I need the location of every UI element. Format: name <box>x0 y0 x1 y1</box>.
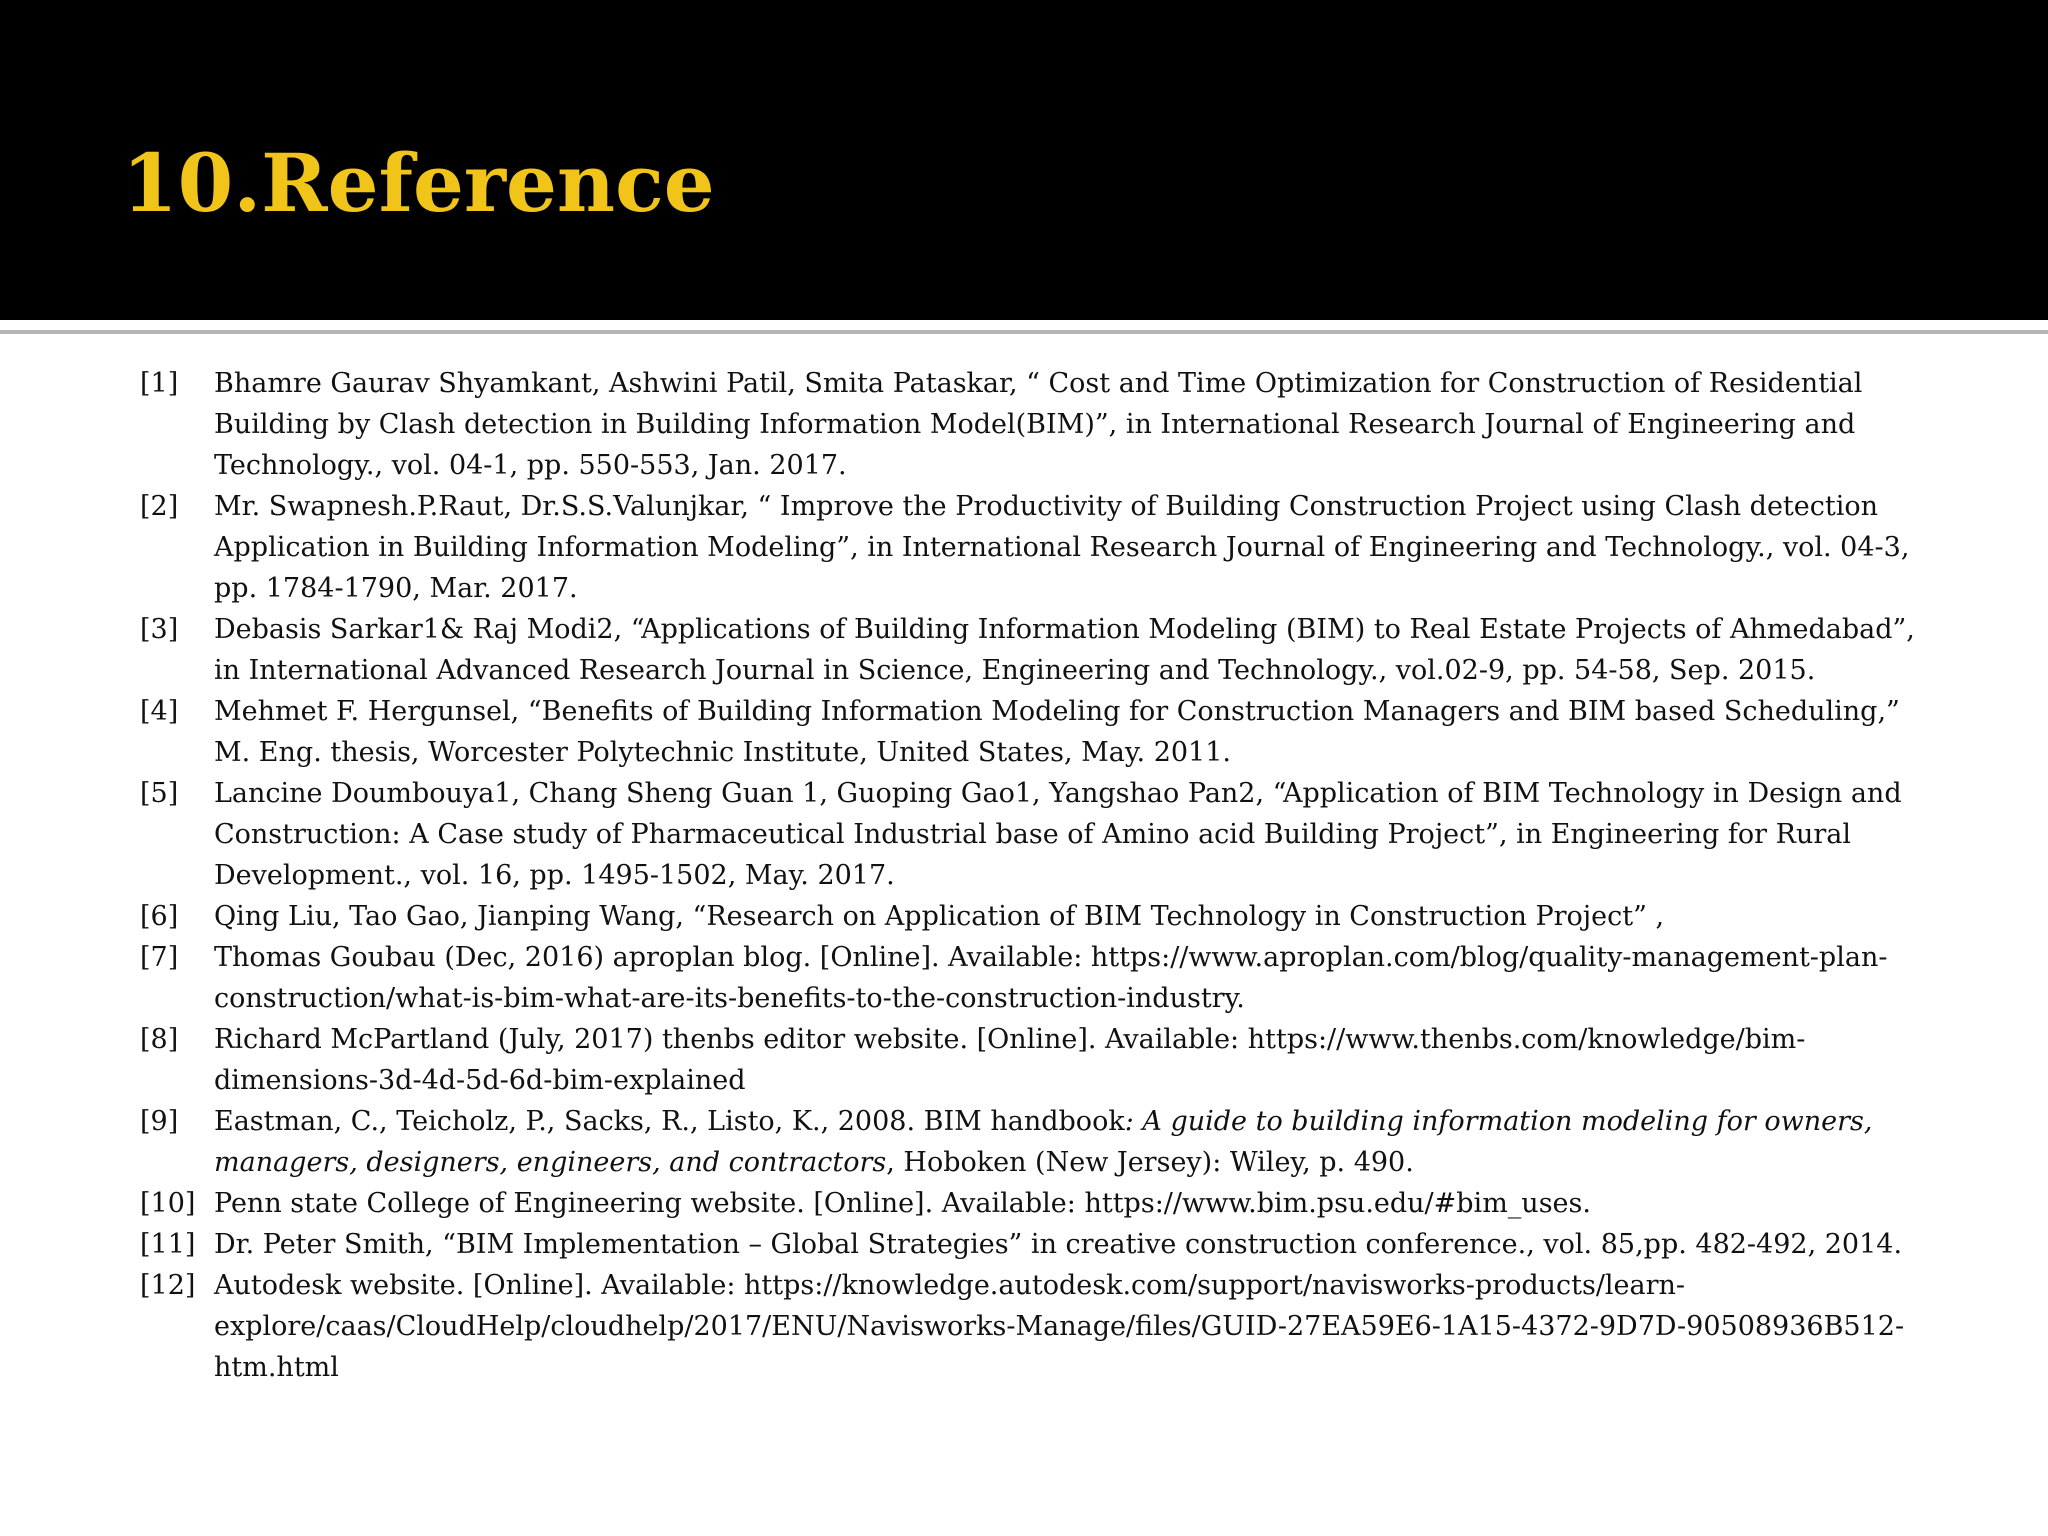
reference-number: [1] <box>140 368 179 399</box>
reference-text: Dr. Peter Smith, “BIM Implementation – Global Strategies” in creative construction conference., vol. 85,pp. 482-492, 2014. <box>214 1229 1903 1260</box>
reference-number: [6] <box>140 901 179 932</box>
reference-text: Autodesk website. [Online]. Available: https://knowledge.autodesk.com/support/navisworks-products/learn-explore/caas/CloudHelp/cloudhelp/2017/ENU/Navisworks-Manage/files/GUID-27EA59E6-1A15-4372-9D7D-90508936B512-htm.html <box>214 1270 1905 1383</box>
reference-item <box>140 486 1920 609</box>
reference-item <box>140 1183 1920 1224</box>
reference-text <box>214 1101 1920 1183</box>
reference-number: [5] <box>140 778 179 809</box>
reference-number: [4] <box>140 696 179 727</box>
reference-text: Penn state College of Engineering website. [Online]. Available: https://www.bim.psu.edu/#bim_uses. <box>214 1188 1591 1219</box>
reference-item <box>140 609 1920 691</box>
reference-text: Mehmet F. Hergunsel, “Benefits of Building Information Modeling for Construction Managers and BIM based Scheduling,” M. Eng. thesis, Worcester Polytechnic Institute, United States, May. 2011. <box>214 696 1900 768</box>
reference-item <box>140 363 1920 486</box>
reference-item <box>140 1224 1920 1265</box>
reference-item <box>140 1101 1920 1183</box>
reference-number: [7] <box>140 942 179 973</box>
reference-number: [12] <box>140 1270 196 1301</box>
reference-list <box>140 363 1920 1388</box>
reference-text: Debasis Sarkar1& Raj Modi2, “Applications of Building Information Modeling (BIM) to Real Estate Projects of Ahmedabad”, in International Advanced Research Journal in Science, Engineering and Technology., vol.02-9, pp. 54-58, Sep. 2015. <box>214 614 1915 686</box>
header-band <box>0 0 2048 320</box>
reference-text: Mr. Swapnesh.P.Raut, Dr.S.S.Valunjkar, “ Improve the Productivity of Building Construction Project using Clash detection Application in Building Information Modeling”, in International Research Journal of Engineering and Technology., vol. 04-3, pp. 1784-1790, Mar. 2017. <box>214 491 1910 604</box>
reference-text: Qing Liu, Tao Gao, Jianping Wang, “Research on Application of BIM Technology in Construction Project” , <box>214 901 1665 932</box>
reference-item <box>140 896 1920 937</box>
reference-number: [11] <box>140 1229 196 1260</box>
reference-number: [9] <box>140 1106 179 1137</box>
reference-item <box>140 691 1920 773</box>
reference-text: Lancine Doumbouya1, Chang Sheng Guan 1, Guoping Gao1, Yangshao Pan2, “Application of BIM Technology in Design and Construction: A Case study of Pharmaceutical Industrial base of Amino acid Building Project”, in Engineering for Rural Development., vol. 16, pp. 1495-1502, May. 2017. <box>214 778 1902 891</box>
reference-item <box>140 937 1920 1019</box>
slide-title: 10.Reference <box>122 136 715 230</box>
reference-text: Richard McPartland (July, 2017) thenbs editor website. [Online]. Available: https://www.thenbs.com/knowledge/bim-dimensions-3d-4d-5d-6d-bim-explained <box>214 1024 1806 1096</box>
reference-item <box>140 773 1920 896</box>
reference-number: [8] <box>140 1024 179 1055</box>
reference-number: [2] <box>140 491 179 522</box>
reference-item <box>140 1019 1920 1101</box>
reference-number: [3] <box>140 614 179 645</box>
reference-text-start: Eastman, C., Teicholz, P., Sacks, R., Listo, K., 2008. BIM handbook <box>214 1106 1125 1137</box>
reference-text-end: , Hoboken (New Jersey): Wiley, p. 490. <box>886 1147 1414 1178</box>
header-divider <box>0 330 2048 334</box>
reference-text-italic: : A guide to building information modeling for owners, managers, designers, engineers, and contractors <box>214 1106 1873 1178</box>
reference-text: Bhamre Gaurav Shyamkant, Ashwini Patil, Smita Pataskar, “ Cost and Time Optimization for Construction of Residential Building by Clash detection in Building Information Model(BIM)”, in International Research Journal of Engineering and Technology., vol. 04-1, pp. 550-553, Jan. 2017. <box>214 368 1863 481</box>
reference-number: [10] <box>140 1188 196 1219</box>
reference-text: Thomas Goubau (Dec, 2016) aproplan blog. [Online]. Available: https://www.aproplan.com/blog/quality-management-plan-construction/what-is-bim-what-are-its-benefits-to-the-construction-industry. <box>214 942 1888 1014</box>
reference-item <box>140 1265 1920 1388</box>
